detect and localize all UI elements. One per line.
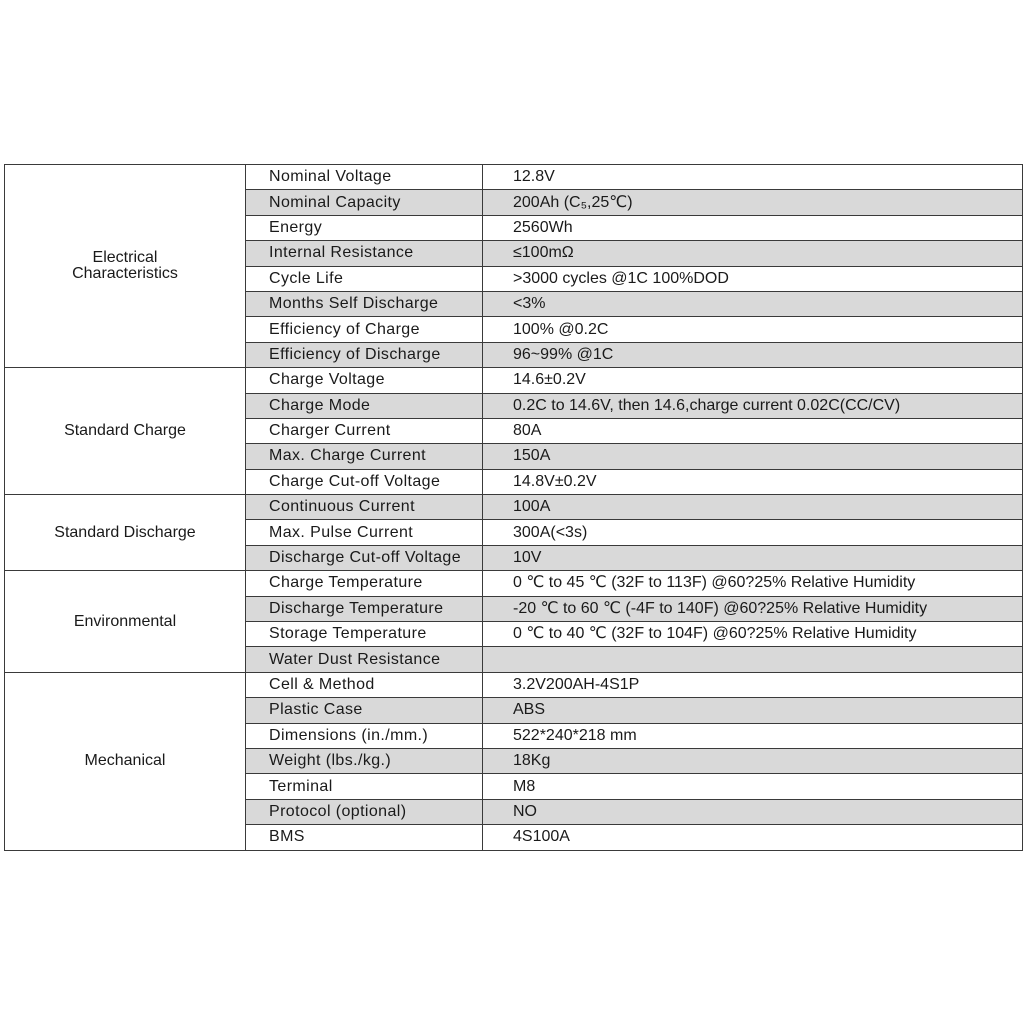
- parameter-value: 10V: [483, 545, 1023, 570]
- parameter-name: Nominal Capacity: [246, 190, 483, 215]
- parameter-value: >3000 cycles @1C 100%DOD: [483, 266, 1023, 291]
- section-label: Electrical Characteristics: [5, 165, 246, 368]
- parameter-name: Weight (lbs./kg.): [246, 748, 483, 773]
- parameter-name: Protocol (optional): [246, 799, 483, 824]
- parameter-name: Storage Temperature: [246, 622, 483, 647]
- parameter-value: [483, 647, 1023, 672]
- parameter-name: Terminal: [246, 774, 483, 799]
- parameter-name: Cycle Life: [246, 266, 483, 291]
- parameter-name: BMS: [246, 825, 483, 850]
- section-label: Standard Discharge: [5, 495, 246, 571]
- table-row: [5, 165, 1023, 190]
- spec-table-body: [5, 165, 1023, 851]
- parameter-value: 0 ℃ to 40 ℃ (32F to 104F) @60?25% Relative Humidity: [483, 622, 1023, 647]
- parameter-name: Plastic Case: [246, 698, 483, 723]
- parameter-name: Energy: [246, 215, 483, 240]
- section-label: Mechanical: [5, 672, 246, 850]
- parameter-value: -20 ℃ to 60 ℃ (-4F to 140F) @60?25% Relative Humidity: [483, 596, 1023, 621]
- parameter-name: Water Dust Resistance: [246, 647, 483, 672]
- parameter-value: 200Ah (C₅,25℃): [483, 190, 1023, 215]
- parameter-name: Charge Temperature: [246, 571, 483, 596]
- parameter-name: Efficiency of Charge: [246, 317, 483, 342]
- parameter-name: Charge Mode: [246, 393, 483, 418]
- parameter-value: 18Kg: [483, 748, 1023, 773]
- parameter-value: 100% @0.2C: [483, 317, 1023, 342]
- parameter-value: 0 ℃ to 45 ℃ (32F to 113F) @60?25% Relative Humidity: [483, 571, 1023, 596]
- parameter-name: Dimensions (in./mm.): [246, 723, 483, 748]
- parameter-name: Cell & Method: [246, 672, 483, 697]
- parameter-value: 80A: [483, 418, 1023, 443]
- parameter-value: <3%: [483, 291, 1023, 316]
- parameter-name: Efficiency of Discharge: [246, 342, 483, 367]
- battery-spec-table: [4, 164, 1023, 851]
- parameter-value: 14.6±0.2V: [483, 368, 1023, 393]
- parameter-value: 522*240*218 mm: [483, 723, 1023, 748]
- parameter-name: Charger Current: [246, 418, 483, 443]
- parameter-value: 96~99% @1C: [483, 342, 1023, 367]
- parameter-name: Internal Resistance: [246, 241, 483, 266]
- parameter-name: Nominal Voltage: [246, 165, 483, 190]
- parameter-name: Max. Pulse Current: [246, 520, 483, 545]
- parameter-name: Charge Voltage: [246, 368, 483, 393]
- parameter-value: M8: [483, 774, 1023, 799]
- parameter-name: Continuous Current: [246, 495, 483, 520]
- parameter-value: 12.8V: [483, 165, 1023, 190]
- parameter-name: Max. Charge Current: [246, 444, 483, 469]
- parameter-name: Discharge Cut-off Voltage: [246, 545, 483, 570]
- parameter-value: ≤100mΩ: [483, 241, 1023, 266]
- section-label: Environmental: [5, 571, 246, 673]
- parameter-name: Discharge Temperature: [246, 596, 483, 621]
- table-row: [5, 495, 1023, 520]
- parameter-value: 300A(<3s): [483, 520, 1023, 545]
- parameter-value: 2560Wh: [483, 215, 1023, 240]
- section-label: Standard Charge: [5, 368, 246, 495]
- parameter-value: 150A: [483, 444, 1023, 469]
- parameter-value: 0.2C to 14.6V, then 14.6,charge current 0.02C(CC/CV): [483, 393, 1023, 418]
- parameter-value: NO: [483, 799, 1023, 824]
- parameter-value: ABS: [483, 698, 1023, 723]
- table-row: [5, 571, 1023, 596]
- parameter-value: 100A: [483, 495, 1023, 520]
- table-row: [5, 672, 1023, 697]
- table-row: [5, 368, 1023, 393]
- parameter-value: 14.8V±0.2V: [483, 469, 1023, 494]
- parameter-name: Months Self Discharge: [246, 291, 483, 316]
- parameter-value: 3.2V200AH-4S1P: [483, 672, 1023, 697]
- parameter-value: 4S100A: [483, 825, 1023, 850]
- parameter-name: Charge Cut-off Voltage: [246, 469, 483, 494]
